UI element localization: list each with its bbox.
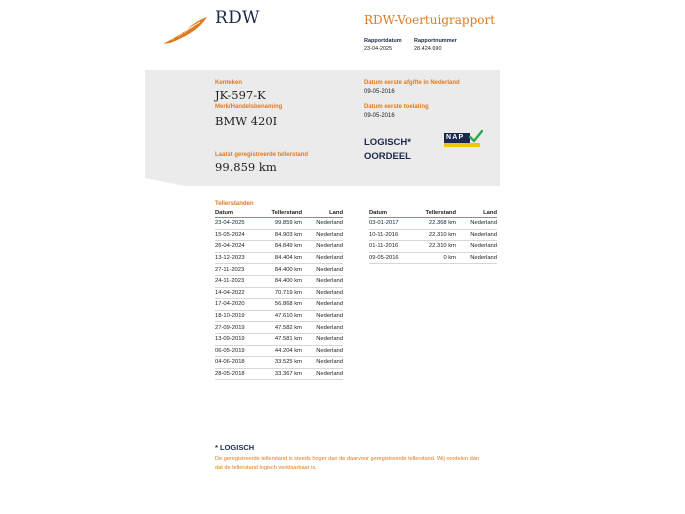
vehicle-info-panel xyxy=(145,70,500,186)
first-admission-label: Datum eerste toelating xyxy=(364,104,429,110)
table-row xyxy=(215,310,343,322)
reading-country: Nederland xyxy=(302,322,343,334)
reading-date: 17-04-2020 xyxy=(215,299,267,311)
column-header-country: Land xyxy=(302,209,343,218)
reading-date: 10-11-2016 xyxy=(369,229,421,241)
reading-odometer: 84.849 km xyxy=(267,241,302,253)
reading-odometer: 84.903 km xyxy=(267,229,302,241)
reading-country: Nederland xyxy=(302,333,343,345)
reading-odometer: 33.525 km xyxy=(267,357,302,369)
rdw-logo xyxy=(160,14,210,46)
reading-date: 14-04-2022 xyxy=(215,287,267,299)
table-row xyxy=(215,368,343,380)
table-header-row xyxy=(369,209,497,218)
report-title: RDW-Voertuigrapport xyxy=(364,13,496,27)
table-row xyxy=(215,345,343,357)
reading-date: 24-11-2023 xyxy=(215,275,267,287)
report-date-label: Rapportdatum xyxy=(364,38,402,44)
reading-country: Nederland xyxy=(302,299,343,311)
reading-odometer: 0 km xyxy=(421,252,456,264)
footnote-title: * LOGISCH xyxy=(215,443,255,452)
reading-country: Nederland xyxy=(302,264,343,276)
column-header-odometer: Tellerstand xyxy=(267,209,302,218)
reading-country: Nederland xyxy=(456,229,497,241)
readings-table-right xyxy=(369,209,497,264)
report-number-value: 28.424.690 xyxy=(414,46,442,52)
reading-country: Nederland xyxy=(302,218,343,230)
reading-date: 23-04-2025 xyxy=(215,218,267,230)
reading-odometer: 56.868 km xyxy=(267,299,302,311)
first-admission-value: 09-05-2016 xyxy=(364,113,395,119)
reading-odometer: 22.310 km xyxy=(421,241,456,253)
reading-odometer: 22.310 km xyxy=(421,229,456,241)
reading-country: Nederland xyxy=(302,252,343,264)
column-header-date: Datum xyxy=(215,209,267,218)
table-row xyxy=(215,322,343,334)
reading-country: Nederland xyxy=(456,252,497,264)
report-number-label: Rapportnummer xyxy=(414,38,457,44)
column-header-date: Datum xyxy=(369,209,421,218)
odometer-value: 99.859 km xyxy=(215,160,277,174)
table-row xyxy=(369,229,497,241)
reading-odometer: 22.368 km xyxy=(421,218,456,230)
brand-name: RDW xyxy=(215,8,260,28)
reading-date: 13-12-2023 xyxy=(215,252,267,264)
nap-label: NAP xyxy=(446,134,465,141)
nap-badge xyxy=(444,133,482,148)
column-header-country: Land xyxy=(456,209,497,218)
reading-country: Nederland xyxy=(302,287,343,299)
reading-date: 09-05-2016 xyxy=(369,252,421,264)
reading-date: 01-11-2016 xyxy=(369,241,421,253)
check-icon xyxy=(469,130,483,143)
reading-date: 27-11-2023 xyxy=(215,264,267,276)
reading-country: Nederland xyxy=(302,368,343,380)
reading-odometer: 84.400 km xyxy=(267,264,302,276)
plate-label: Kenteken xyxy=(215,80,243,86)
first-issue-nl-value: 09-05-2016 xyxy=(364,89,395,95)
reading-country: Nederland xyxy=(302,241,343,253)
reading-odometer: 99.859 km xyxy=(267,218,302,230)
table-row xyxy=(215,333,343,345)
nap-yellow-bar xyxy=(444,143,480,147)
table-row xyxy=(215,229,343,241)
table-row xyxy=(215,357,343,369)
reading-country: Nederland xyxy=(302,310,343,322)
table-row xyxy=(215,252,343,264)
reading-odometer: 70.719 km xyxy=(267,287,302,299)
reading-country: Nederland xyxy=(302,275,343,287)
column-header-odometer: Tellerstand xyxy=(421,209,456,218)
reading-date: 06-05-2019 xyxy=(215,345,267,357)
reading-date: 15-05-2024 xyxy=(215,229,267,241)
reading-date: 28-05-2018 xyxy=(215,368,267,380)
reading-country: Nederland xyxy=(456,218,497,230)
table-row xyxy=(215,241,343,253)
table-row xyxy=(215,275,343,287)
reading-date: 03-01-2017 xyxy=(369,218,421,230)
footnote-line1: De geregistreerde tellerstand is steeds hoger dan de daarvoor geregistreerde tellerstand. Wij oordelen dan xyxy=(215,456,479,462)
reading-odometer: 33.367 km xyxy=(267,368,302,380)
readings-title: Tellerstanden xyxy=(215,201,254,207)
table-row xyxy=(369,252,497,264)
first-issue-nl-label: Datum eerste afgifte in Nederland xyxy=(364,80,460,86)
table-header-row xyxy=(215,209,343,218)
reading-odometer: 47.610 km xyxy=(267,310,302,322)
reading-odometer: 47.581 km xyxy=(267,333,302,345)
footnote-line2: dat de tellerstand logisch verklaarbaar is. xyxy=(215,465,317,471)
panel-notch xyxy=(145,178,185,186)
table-row xyxy=(215,218,343,230)
odometer-label: Laatst geregistreerde tellerstand xyxy=(215,152,309,158)
reading-date: 04-06-2018 xyxy=(215,357,267,369)
reading-country: Nederland xyxy=(302,229,343,241)
reading-odometer: 47.582 km xyxy=(267,322,302,334)
reading-odometer: 84.404 km xyxy=(267,252,302,264)
table-row xyxy=(369,241,497,253)
reading-date: 18-10-2019 xyxy=(215,310,267,322)
plate-value: JK-597-K xyxy=(215,88,266,102)
report-date-value: 23-04-2025 xyxy=(364,46,393,52)
reading-country: Nederland xyxy=(302,357,343,369)
table-row xyxy=(215,264,343,276)
reading-odometer: 44.204 km xyxy=(267,345,302,357)
table-row xyxy=(215,299,343,311)
rdw-feather-logo-icon xyxy=(160,14,210,46)
reading-date: 26-04-2024 xyxy=(215,241,267,253)
make-label: Merk/Handelsbenaming xyxy=(215,104,283,110)
make-value: BMW 420I xyxy=(215,114,278,128)
verdict-line1: LOGISCH* xyxy=(364,137,411,148)
verdict-line2: OORDEEL xyxy=(364,151,411,162)
readings-table-left xyxy=(215,209,343,380)
reading-country: Nederland xyxy=(302,345,343,357)
table-row xyxy=(215,287,343,299)
table-row xyxy=(369,218,497,230)
reading-date: 13-09-2019 xyxy=(215,333,267,345)
reading-odometer: 84.400 km xyxy=(267,275,302,287)
reading-date: 27-09-2019 xyxy=(215,322,267,334)
reading-country: Nederland xyxy=(456,241,497,253)
